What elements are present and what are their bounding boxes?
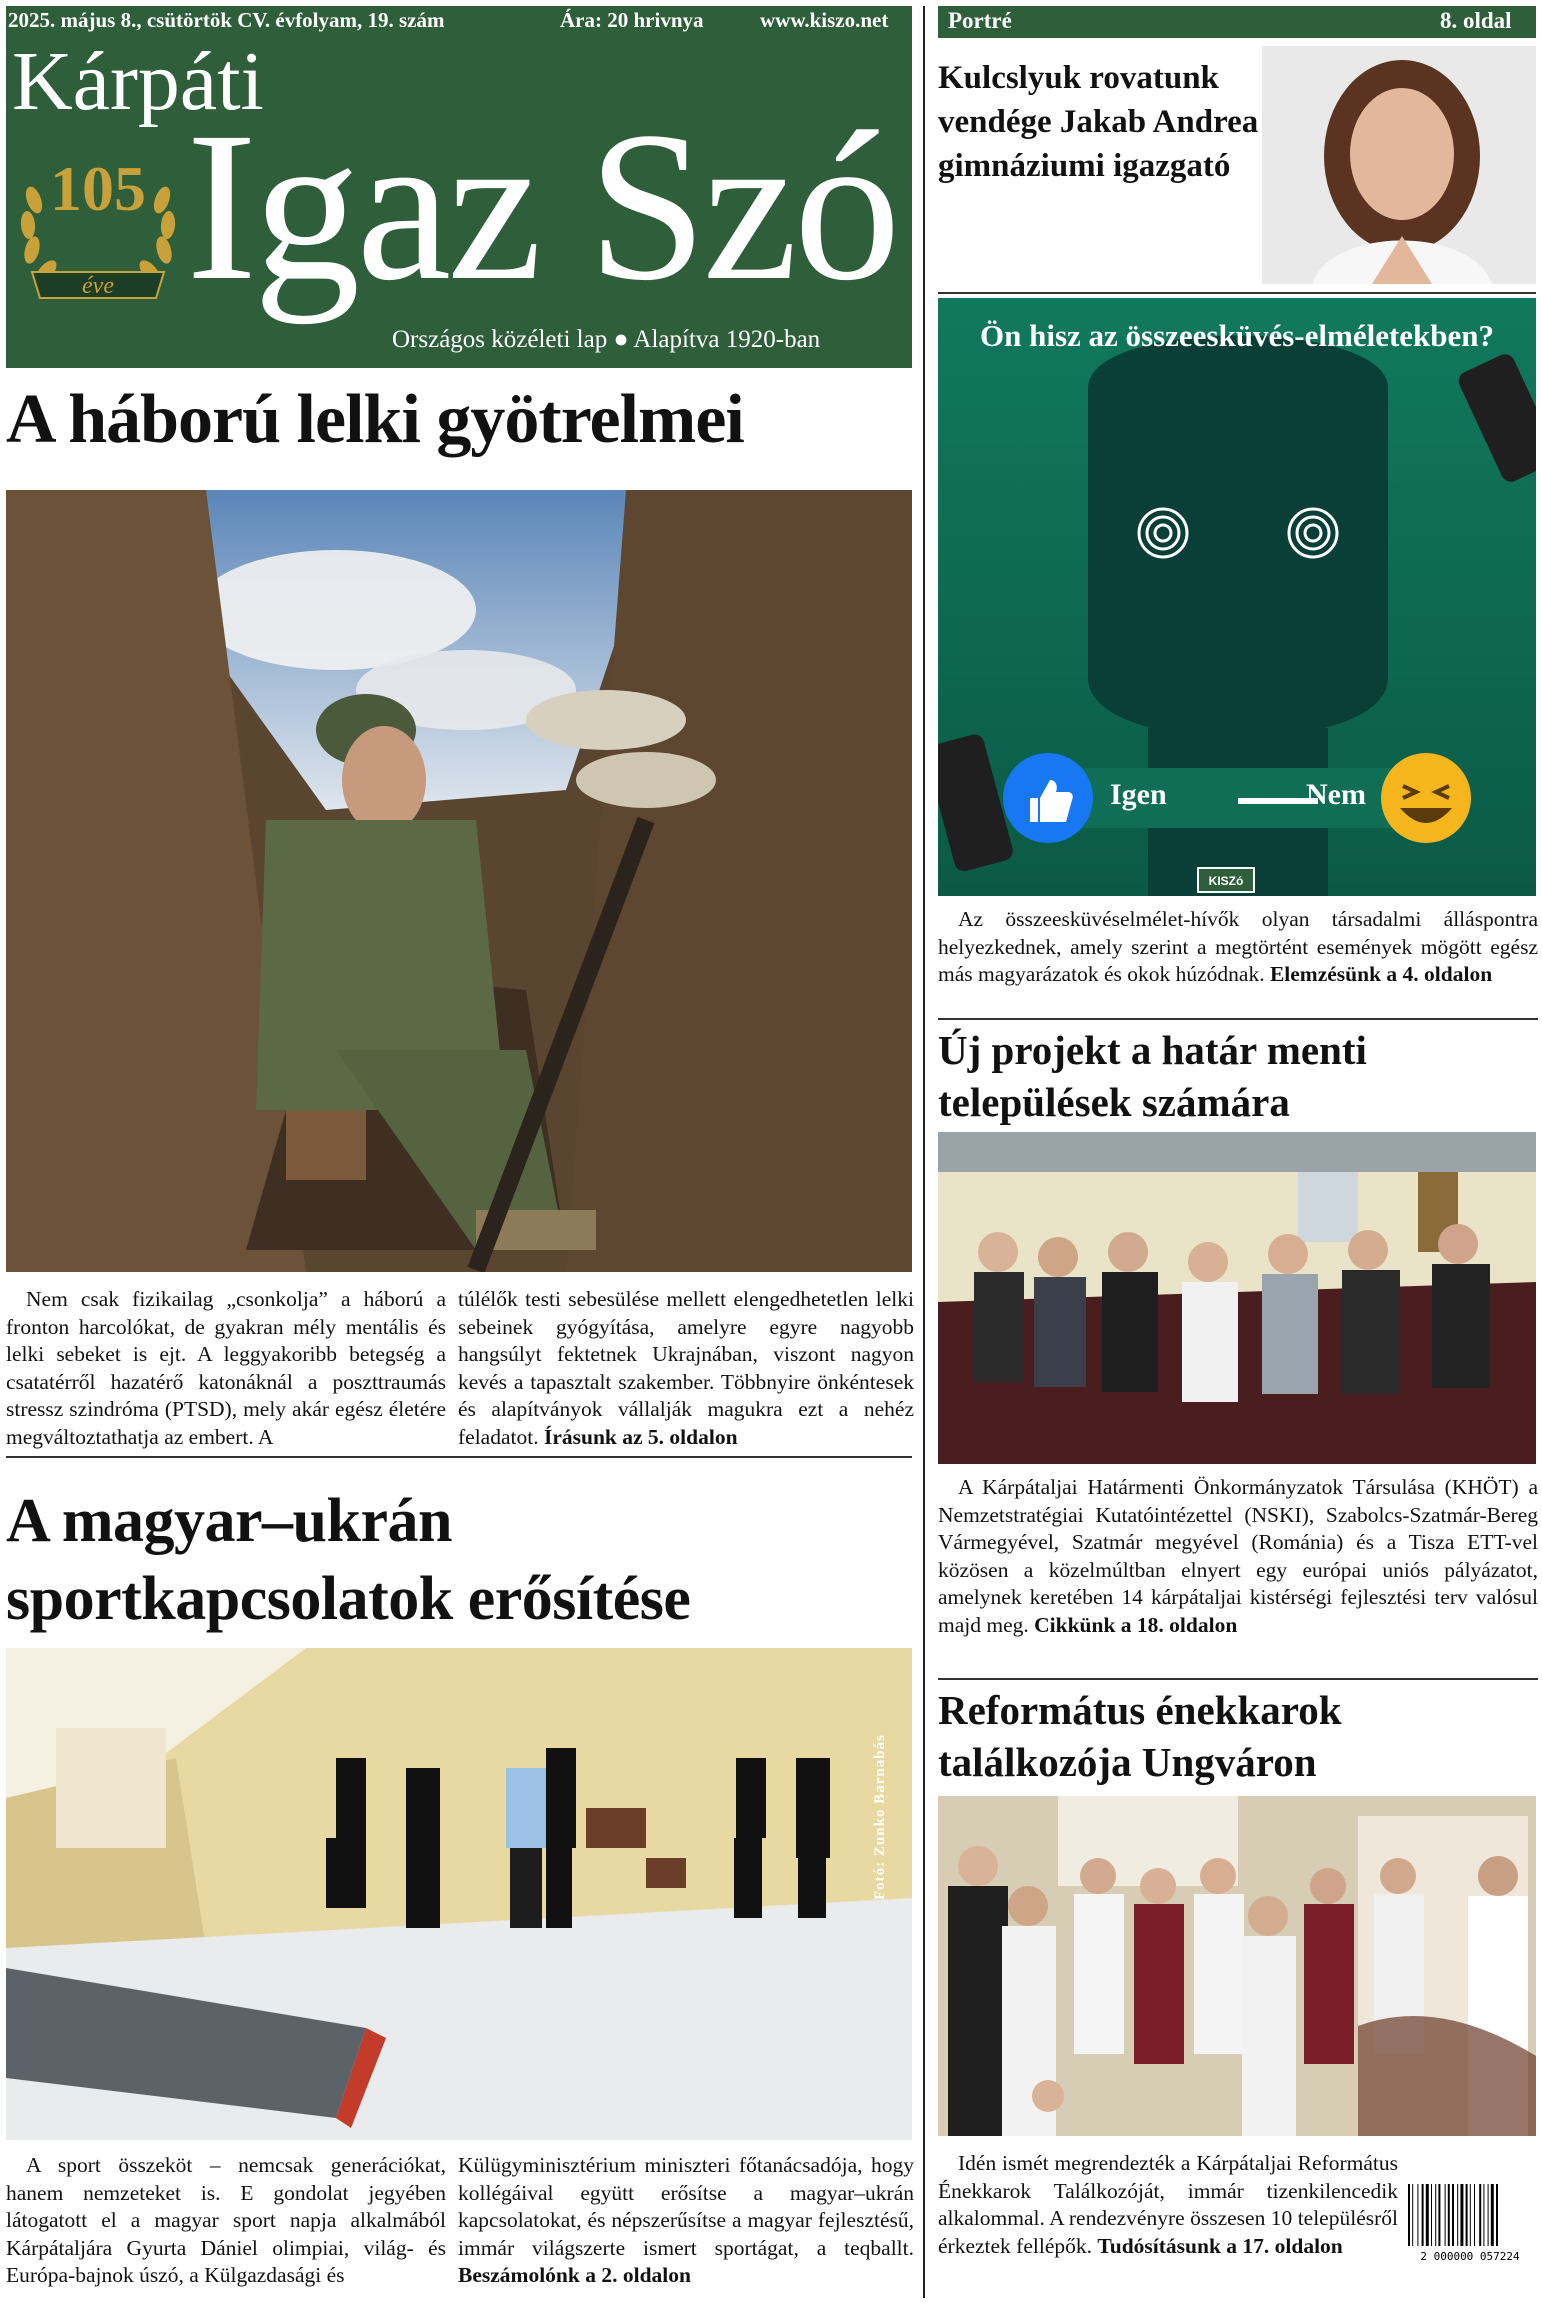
choir-body: Idén ismét megrendezték a Kárpátaljai Református Énekkarok Találkozóját, immár tizenkilencedik alkalommal. A rendezvényre összesen 10 településről érkeztek fellépők. [938, 2151, 1398, 2258]
barcode-number: 2 000000 057224 [1420, 2250, 1520, 2263]
photo-credit: Fotó: Zunko Barnabás [872, 1734, 888, 1900]
anniversary-badge [12, 140, 184, 310]
masthead-subtitle: Országos közéleti lap ● Alapítva 1920-ban [392, 326, 821, 353]
title-small: Kárpáti [12, 35, 264, 128]
poll-page-ref[interactable]: Elemzésünk a 4. oldalon [1269, 962, 1493, 986]
column-divider [923, 6, 925, 2298]
sport-page-ref[interactable]: Beszámolónk a 2. oldalon [458, 2263, 691, 2287]
lead-headline[interactable]: A háború lelki gyötrelmei [6, 381, 744, 458]
price: Ára: 20 hrivnya [560, 8, 704, 32]
soldier-trench-photo [6, 490, 912, 1272]
poll-graphic [938, 298, 1536, 896]
conference-audience-photo [938, 1132, 1536, 1464]
divider [938, 1018, 1538, 1020]
choir-text [938, 2150, 1398, 2260]
lead-text: túlélők testi sebesülése mellett elengedhetetlen lelki sebeinek gyógyítása, amelyre egyre nagyobb hangsúlyt fektetnek Ukrajnában, viszont nagyon kevés a tapasztalt szakember. Többnyire önkéntesek és alapítványok vállalják magukra ezt a nehéz feladatot. [458, 1287, 914, 1449]
poll-text [938, 906, 1538, 989]
sport-headline[interactable]: A magyar–ukrán sportkapcsolatok erősítése [6, 1487, 691, 1633]
teqball-hall-photo [6, 1648, 912, 2140]
lead-page-ref[interactable]: Írásunk az 5. oldalon [543, 1424, 738, 1449]
masthead-topline [8, 8, 912, 34]
poll-logo: KISZó [1208, 874, 1244, 888]
sport-text-col1: A sport összeköt – nemcsak generációkat, hanem nemzeteket is. E gondolat jegyében látogatott el a magyar sport napja alkalmából Kárpátaljára Gyurta Dániel olimpiai, világ- és Európa-bajnok úszó, a Külgazdasági és [6, 2153, 446, 2287]
choir-photo [938, 1796, 1536, 2136]
divider [938, 1678, 1538, 1680]
poll-question: Ön hisz az összeesküvés-elméletekben? [979, 318, 1495, 353]
laughing-emoji-icon[interactable] [1381, 753, 1471, 843]
choir-page-ref[interactable]: Tudósításunk a 17. oldalon [1097, 2233, 1343, 2258]
badge-text: éve [82, 273, 114, 299]
issue-info: 2025. május 8., csütörtök CV. évfolyam, 19. szám [8, 8, 445, 32]
portrait-page[interactable]: 8. oldal [1440, 8, 1512, 33]
poll-yes-option[interactable]: Igen [1110, 778, 1167, 811]
portrait-label: Portré [948, 8, 1012, 33]
project-page-ref[interactable]: Cikkünk a 18. oldalon [1034, 1612, 1238, 1637]
sport-text: Külügyminisztérium miniszteri főtanácsadója, hogy kollégáival együtt erősítse a magyar–ukrán kapcsolatokat, és népszerűsítse a magyar fejlesztésű, immár világszerte ismert sportágat, a teqballt. [458, 2153, 914, 2260]
portrait-teaser[interactable]: Kulcslyuk rovatunk vendége Jakab Andrea gimnáziumi igazgató [938, 60, 1259, 184]
lead-text-col2 [458, 1286, 914, 1451]
portrait-photo [1262, 46, 1536, 284]
barcode [1402, 2180, 1538, 2264]
project-headline[interactable]: Új projekt a határ menti települések számára [938, 1027, 1367, 1125]
poll-body: Az összeesküvéselmélet-hívők olyan társadalmi álláspontra helyezkednek, amely szerint a megtörtént események mögött egész más magyarázatok és okok húzódnak. [938, 907, 1538, 986]
poll-no-option[interactable]: Nem [1306, 778, 1366, 811]
badge-number: 105 [50, 153, 146, 224]
sport-text-col2 [458, 2152, 914, 2290]
divider [938, 292, 1536, 294]
choir-headline[interactable]: Református énekkarok találkozója Ungváron [938, 1687, 1342, 1785]
website-link[interactable]: www.kiszo.net [760, 8, 889, 32]
project-body: A Kárpátaljai Határmenti Önkormányzatok Társulása (KHÖT) a Nemzetstratégiai Kutatóintézettel (NSKI), Szabolcs-Szatmár-Bereg Vármegyével, Szatmár megyével (Románia) és a Tisza ETT-vel közösen a közelmúltban elnyert egy európai uniós pályázatot, amelynek keretében 14 kárpátaljai kistérségi fejlesztési terv valósul majd meg. [938, 1475, 1538, 1637]
lead-text-col1: Nem csak fizikailag „csonkolja” a háború a fronton harcolókat, de gyakran mély mentális és lelki sebeket is ejt. A leggyakoribb betegség a csatatérről hazatérő katonáknál a poszttraumás stressz szindróma (PTSD), mely akár egész életére megváltoztathatja az embert. A [6, 1287, 446, 1449]
newspaper-title: Igaz Szó [186, 88, 897, 325]
project-text [938, 1474, 1538, 1639]
divider [6, 1456, 912, 1458]
